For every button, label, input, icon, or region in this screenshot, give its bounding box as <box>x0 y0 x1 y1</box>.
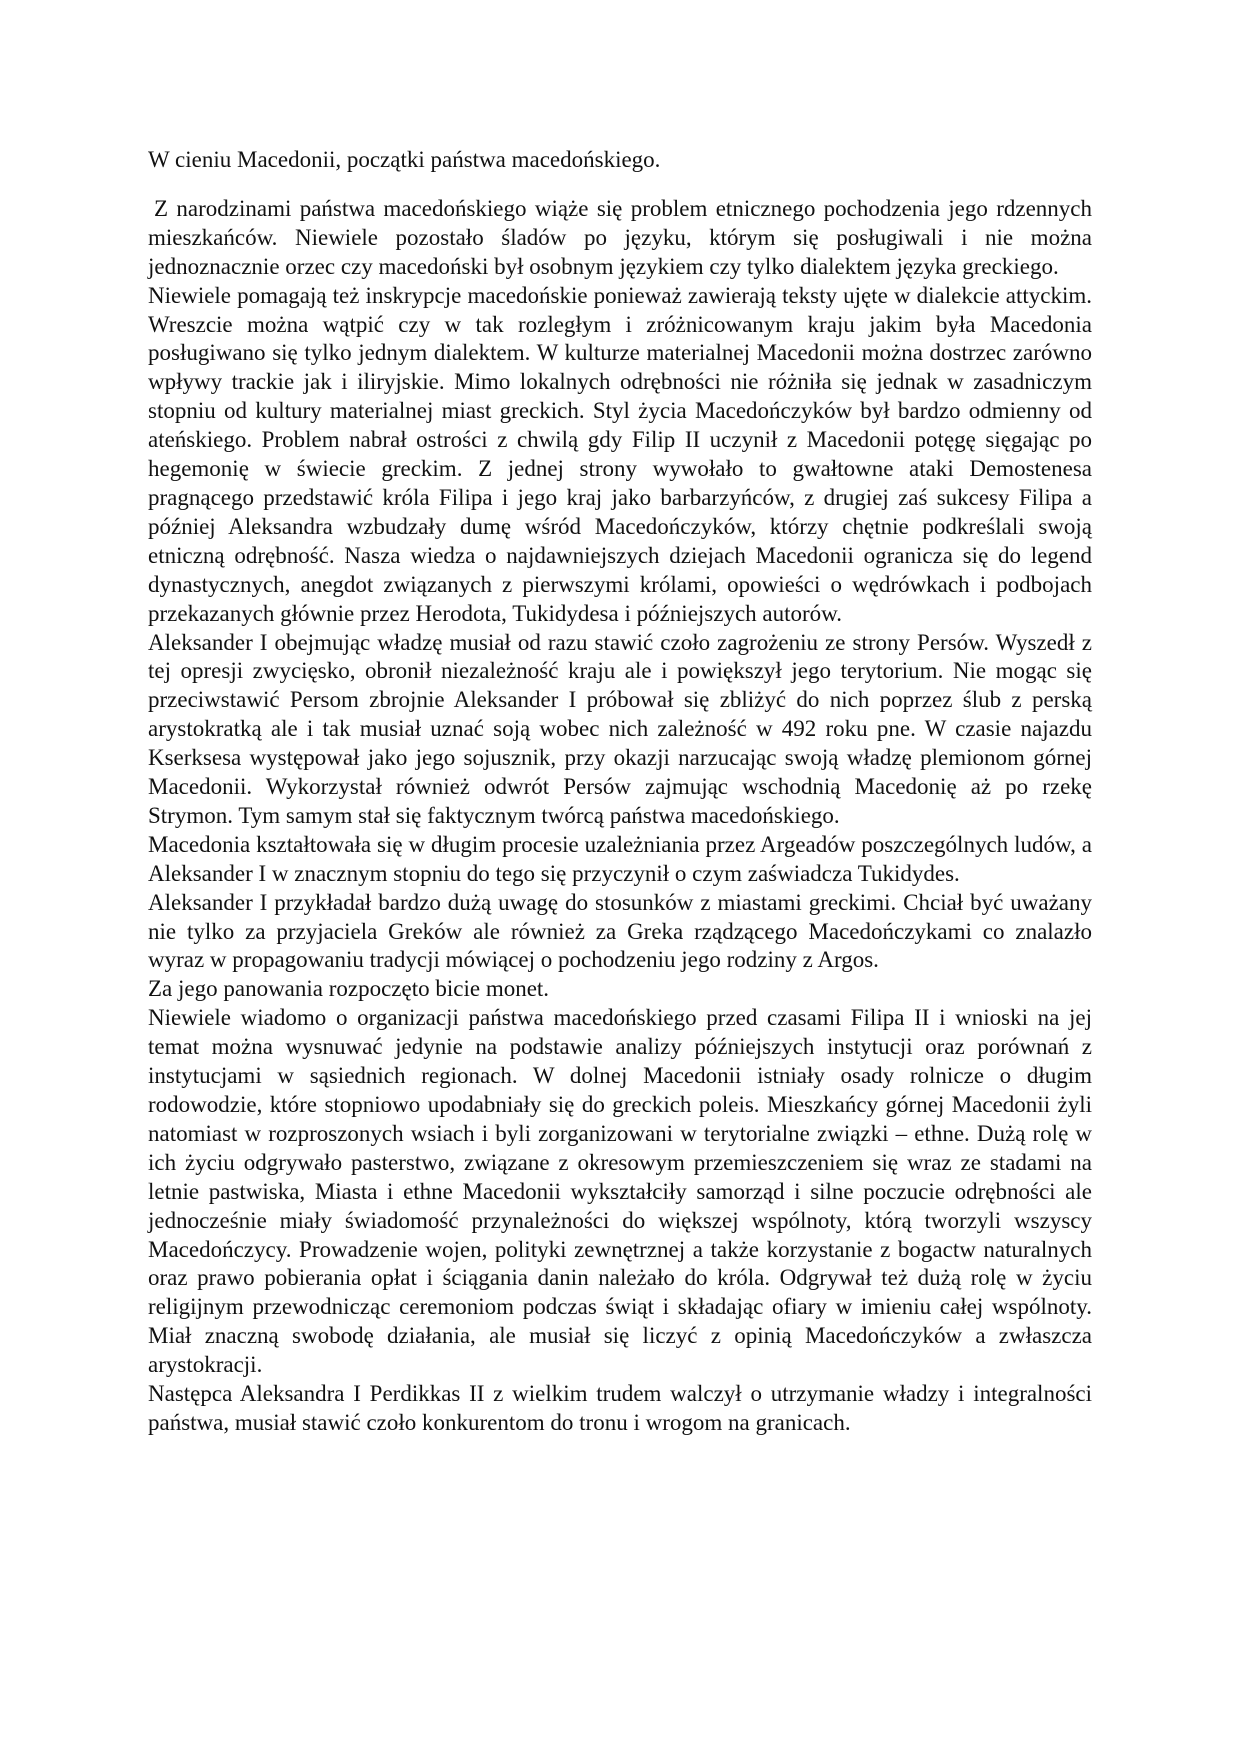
paragraph: Aleksander I przykładał bardzo dużą uwagę do stosunków z miastami greckimi. Chciał być uważany nie tylko za przyjaciela Greków ale również za Greka rządzącego Macedończykami co znalazło wyraz w propagowaniu tradycji mówiącej o pochodzeniu jego rodziny z Argos. <box>148 889 1092 973</box>
paragraph: Za jego panowania rozpoczęto bicie monet. <box>148 976 550 1002</box>
document-body <box>148 146 1092 1438</box>
paragraph: Niewiele wiadomo o organizacji państwa macedońskiego przed czasami Filipa II i wnioski na jej temat można wysnuwać jedynie na podstawie analizy późniejszych instytucji oraz porównań z instytucjami w sąsiednich regionach. W dolnej Macedonii istniały osady rolnicze o długim rodowodzie, które stopniowo upodabniały się do greckich poleis. Mieszkańcy górnej Macedonii żyli natomiast w rozproszonych wsiach i byli zorganizowani w terytorialne związki – ethne. Dużą rolę w ich życiu odgrywało pasterstwo, związane z okresowym przemieszczeniem się wraz ze stadami na letnie pastwiska, Miasta i ethne Macedonii wykształciły samorząd i silne poczucie odrębności ale jednocześnie miały świadomość przynależności do większej wspólnoty, którą tworzyli wszyscy Macedończycy. Prowadzenie wojen, polityki zewnętrznej a także korzystanie z bogactw naturalnych oraz prawo pobierania opłat i ściągania danin należało do króla. Odgrywał też dużą rolę w życiu religijnym przewodnicząc ceremoniom podczas świąt i składając ofiary w imieniu całej wspólnoty. Miał znaczną swobodę działania, ale musiał się liczyć z opinią Macedończyków a zwłaszcza arystokracji. <box>148 1005 1092 1378</box>
paragraph: Macedonia kształtowała się w długim procesie uzależniania przez Argeadów poszczególnych ludów, a Aleksander I w znacznym stopniu do tego się przyczynił o czym zaświadcza Tukidydes. <box>148 831 1092 886</box>
paragraph: Z narodzinami państwa macedońskiego wiąże się problem etnicznego pochodzenia jego rdzennych mieszkańców. Niewiele pozostało śladów po języku, którym się posługiwali i nie można jednoznacznie orzec czy macedoński był osobnym językiem czy tylko dialektem języka greckiego. <box>148 195 1092 279</box>
paragraph: Niewiele pomagają też inskrypcje macedońskie ponieważ zawierają teksty ujęte w dialekcie attyckim. Wreszcie można wątpić czy w tak rozległym i zróżnicowanym kraju jakim była Macedonia posługiwano się tylko jednym dialektem. W kulturze materialnej Macedonii można dostrzec zarówno wpływy trackie jak i iliryjskie. Mimo lokalnych odrębności nie różniła się jednak w zasadniczym stopniu od kultury materialnej miast greckich. Styl życia Macedończyków był bardzo odmienny od ateńskiego. Problem nabrał ostrości z chwilą gdy Filip II uczynił z Macedonii potęgę sięgając po hegemonię w świecie greckim. Z jednej strony wywołało to gwałtowne ataki Demostenesa pragnącego przedstawić króla Filipa i jego kraj jako barbarzyńców, z drugiej zaś sukcesy Filipa a później Aleksandra wzbudzały dumę wśród Macedończyków, którzy chętnie podkreślali swoją etniczną odrębność. Nasza wiedza o najdawniejszych dziejach Macedonii ogranicza się do legend dynastycznych, anegdot związanych z pierwszymi królami, opowieści o wędrówkach i podbojach przekazanych głównie przez Herodota, Tukidydesa i późniejszych autorów. <box>148 282 1092 626</box>
paragraph: Następca Aleksandra I Perdikkas II z wielkim trudem walczył o utrzymanie władzy i integralności państwa, musiał stawić czoło konkurentom do tronu i wrogom na granicach. <box>148 1381 1092 1435</box>
document-title: W cieniu Macedonii, początki państwa macedońskiego. <box>148 147 661 172</box>
paragraph: Aleksander I obejmując władzę musiał od razu stawić czoło zagrożeniu ze strony Persów. Wyszedł z tej opresji zwycięsko, obronił niezależność kraju ale i powiększył jego terytorium. Nie mogąc się przeciwstawić Persom zbrojnie Aleksander I próbował się zbliżyć do nich poprzez ślub z perską arystokratką ale i tak musiał uznać soją wobec nich zależność w 492 roku pne. W czasie najazdu Kserksesa występował jako jego sojusznik, przy okazji narzucając swoją władzę plemionom górnej Macedonii. Wykorzystał również odwrót Persów zajmując wschodnią Macedonię aż po rzekę Strymon. Tym samym stał się faktycznym twórcą państwa macedońskiego. <box>148 629 1092 828</box>
